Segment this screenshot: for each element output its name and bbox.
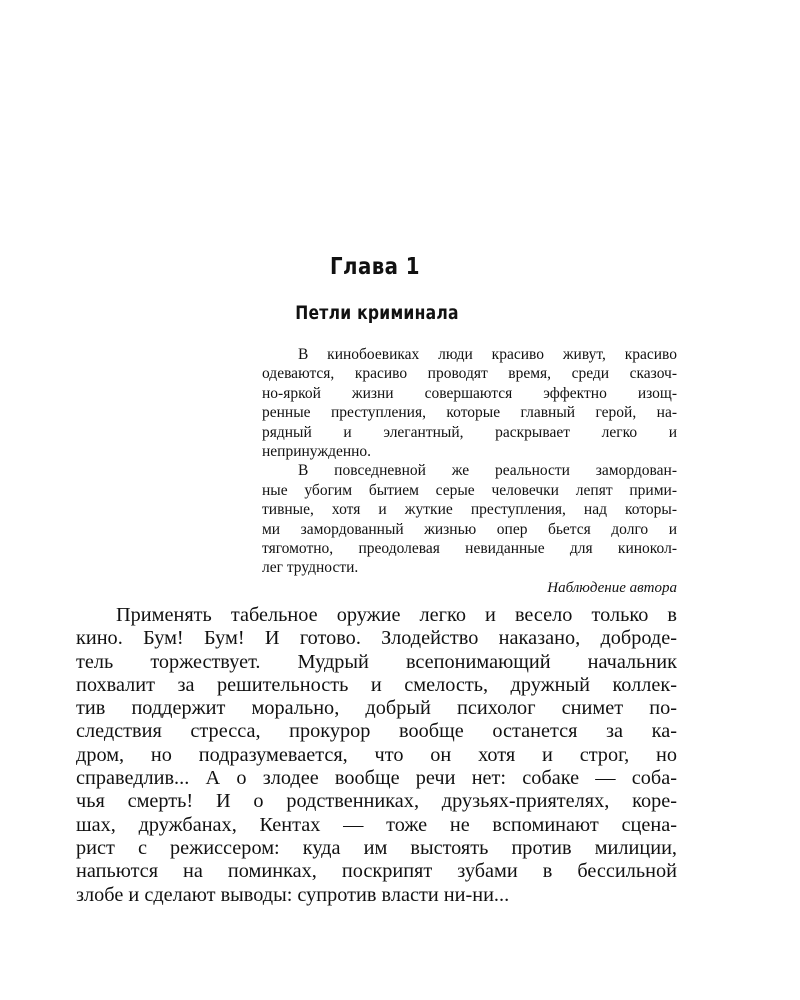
epigraph-line: непринужденно. xyxy=(262,442,372,460)
body-line: чья смерть! И о родственниках, друзьях-приятелях, коре- xyxy=(76,790,677,813)
chapter-title: Глава 1 xyxy=(330,254,420,280)
body-line: кино. Бум! Бум! И готово. Злодейство наказано, доброде- xyxy=(76,627,677,650)
body-line: напьются на поминках, поскрипят зубами в бессильной xyxy=(76,860,677,883)
epigraph-line: лег трудности. xyxy=(262,559,359,577)
epigraph-line: тягомотно, преодолевая невиданные для кинокол- xyxy=(262,539,677,557)
epigraph xyxy=(262,345,677,598)
epigraph-line: ные убогим бытием серые человечки лепят прими- xyxy=(262,481,677,499)
epigraph-source: Наблюдение автора xyxy=(547,579,677,596)
body-line: тив поддержит морально, добрый психолог снимет по- xyxy=(76,697,677,720)
body-line: дром, но подразумевается, что он хотя и строг, но xyxy=(76,743,677,766)
epigraph-line: В повседневной же реальности замордован- xyxy=(298,462,677,480)
epigraph-line: рядный и элегантный, раскрывает легко и xyxy=(262,423,677,441)
body-line: рист с режиссером: куда им выстоять против милиции, xyxy=(76,836,677,859)
epigraph-line: В кинобоевиках люди красиво живут, красиво xyxy=(298,346,677,363)
body-line: похвалит за решительность и смелость, дружный коллек- xyxy=(76,673,677,696)
body-line: злобе и сделают выводы: супротив власти ни-ни... xyxy=(76,883,510,906)
chapter-subtitle: Петли криминала xyxy=(295,302,459,324)
epigraph-line: ми замордованный жизнью опер бьется долго и xyxy=(262,520,677,538)
epigraph-line: тивные, хотя и жуткие преступления, над которы- xyxy=(262,501,677,519)
body-line: справедлив... А о злодее вообще речи нет: собаке — соба- xyxy=(76,767,677,790)
epigraph-line: но-яркой жизни совершаются эффектно изощ- xyxy=(262,384,677,402)
body-line: шах, дружбанах, Кентах — тоже не вспоминают сцена- xyxy=(76,813,677,836)
body-paragraph xyxy=(76,604,677,907)
epigraph-line: ренные преступления, которые главный герой, на- xyxy=(262,404,677,422)
body-line: тель торжествует. Мудрый всепонимающий начальник xyxy=(76,650,677,673)
body-line: следствия стресса, прокурор вообще останется за ка- xyxy=(76,720,677,743)
body-line: Применять табельное оружие легко и весело только в xyxy=(116,604,677,626)
epigraph-line: одеваются, красиво проводят время, среди сказоч- xyxy=(262,365,677,383)
epigraph-paragraph-1 xyxy=(262,345,677,461)
epigraph-paragraph-2 xyxy=(262,461,677,577)
